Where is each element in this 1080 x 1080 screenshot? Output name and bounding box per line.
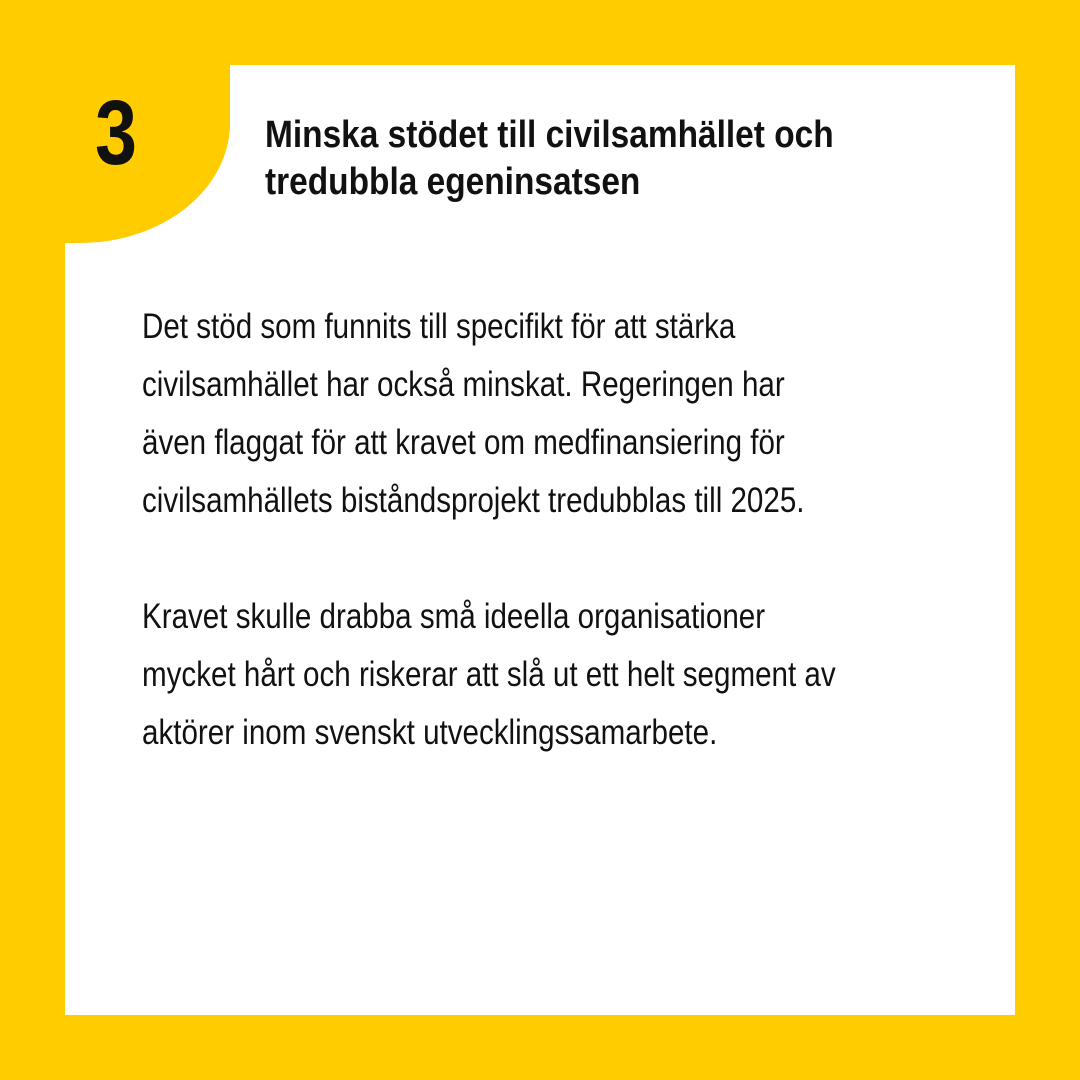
slide-number: 3 [95, 82, 136, 184]
paragraph-2 [142, 588, 936, 762]
body-text [142, 298, 936, 762]
body-line: Kravet skulle drabba små ideella organisationer [142, 597, 766, 636]
slide-heading [265, 112, 934, 206]
body-line: civilsamhällets biståndsprojekt tredubblas till 2025. [142, 481, 805, 520]
heading-line: Minska stödet till civilsamhället och [265, 114, 834, 156]
heading-line: tredubbla egeninsatsen [265, 161, 641, 203]
body-line: även flaggat för att kravet om medfinansiering för [142, 423, 785, 462]
body-line: civilsamhället har också minskat. Regeringen har [142, 365, 785, 404]
body-line: aktörer inom svenskt utvecklingssamarbete. [142, 713, 718, 752]
body-line: mycket hårt och riskerar att slå ut ett helt segment av [142, 655, 836, 694]
paragraph-1 [142, 298, 936, 530]
body-line: Det stöd som funnits till specifikt för att stärka [142, 307, 736, 346]
